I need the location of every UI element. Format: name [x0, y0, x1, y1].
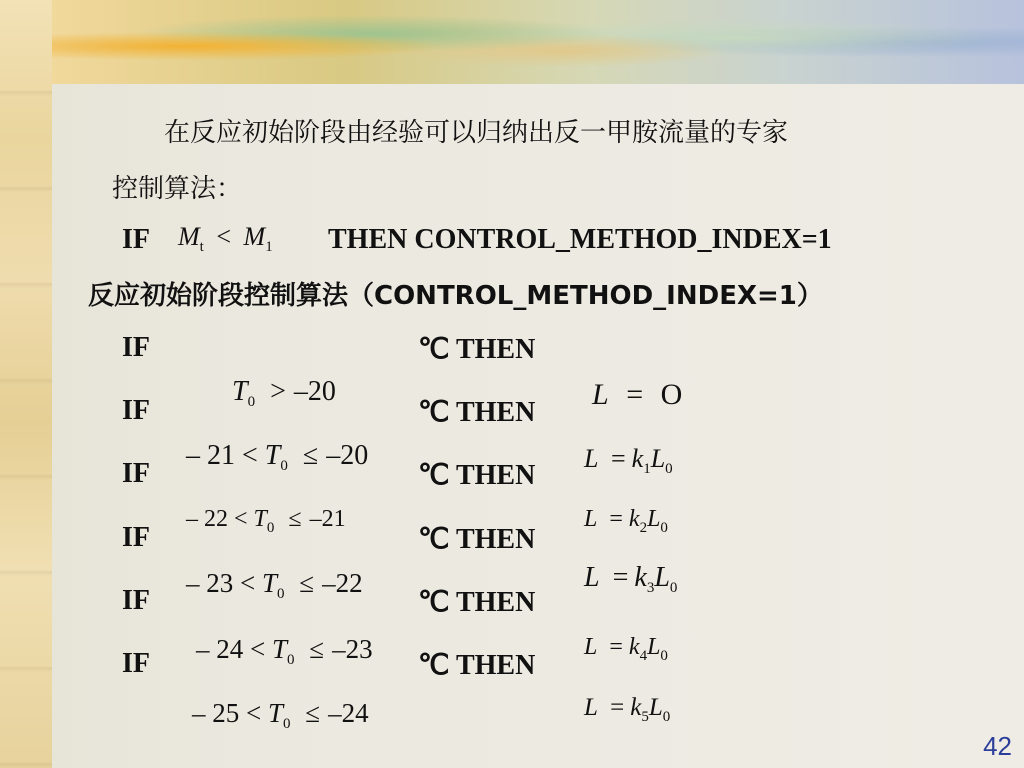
- out3-rsub: 0: [660, 520, 668, 536]
- out4-eq: =: [612, 562, 629, 593]
- out1-rhs: O: [660, 378, 683, 411]
- condition-2: [186, 440, 368, 472]
- cond5-sub: 0: [287, 652, 295, 668]
- output-3: [584, 506, 668, 536]
- left-decorative-strip: [0, 0, 52, 768]
- output-4: [584, 562, 677, 594]
- intro-line-1: 在反应初始阶段由经验可以归纳出反一甲胺流量的专家: [164, 118, 789, 148]
- condition-5: [196, 634, 373, 668]
- cond6-pre: – 25 <: [192, 698, 262, 728]
- out4-k: k: [634, 562, 647, 593]
- out4-ksub: 3: [646, 580, 655, 596]
- rule-then-4: ℃ THEN: [418, 524, 536, 555]
- rule-if-condition: [178, 222, 273, 255]
- cond2-op: ≤: [302, 440, 319, 471]
- out6-rhs: L: [648, 694, 663, 721]
- out5-ksub: 4: [639, 648, 648, 664]
- out2-eq: =: [610, 444, 626, 473]
- condition-1: [232, 376, 336, 408]
- rule-if-6: IF: [122, 648, 150, 679]
- rule-if-5: IF: [122, 585, 150, 616]
- intro-line-2: 控制算法：: [112, 174, 243, 204]
- cond5-pre: – 24 <: [196, 634, 266, 664]
- out6-lhs: L: [584, 694, 598, 721]
- out5-rhs: L: [647, 634, 661, 660]
- cond-sub-left: t: [199, 239, 204, 255]
- out2-lhs: L: [584, 444, 599, 473]
- rule-then-1: ℃ THEN: [418, 334, 536, 365]
- cond6-var: T: [267, 698, 284, 728]
- cond5-val: –23: [332, 634, 373, 664]
- out2-ksub: 1: [643, 461, 651, 477]
- out3-rhs: L: [647, 506, 661, 532]
- rule-then-2: ℃ THEN: [418, 397, 536, 428]
- rule-then-6: ℃ THEN: [418, 650, 536, 681]
- page-number: 42: [983, 731, 1012, 761]
- cond-var-left: M: [178, 222, 200, 251]
- cond1-op: >: [270, 376, 286, 407]
- cond-op: <: [216, 222, 232, 251]
- cond6-sub: 0: [283, 716, 291, 732]
- cond3-var: T: [253, 506, 267, 532]
- section-title: 反应初始阶段控制算法（CONTROL_METHOD_INDEX=1）: [88, 281, 823, 311]
- out3-lhs: L: [584, 506, 598, 532]
- cond4-pre: – 23 <: [186, 568, 256, 598]
- cond4-val: –22: [322, 568, 363, 598]
- out4-lhs: L: [584, 562, 600, 593]
- cond4-var: T: [261, 568, 278, 598]
- cond2-sub: 0: [280, 458, 288, 474]
- out2-k: k: [631, 444, 644, 473]
- output-1: [592, 378, 682, 412]
- cond5-var: T: [271, 634, 288, 664]
- out2-rsub: 0: [665, 461, 673, 477]
- output-5: [584, 634, 668, 664]
- cond2-pre: – 21 <: [186, 440, 258, 471]
- output-6: [584, 694, 671, 725]
- cond2-val: –20: [326, 440, 369, 471]
- cond6-val: –24: [328, 698, 369, 728]
- out5-eq: =: [609, 634, 623, 660]
- cond4-sub: 0: [277, 586, 285, 602]
- rule-if-label: IF: [122, 224, 150, 255]
- condition-3: [186, 506, 346, 536]
- cond3-sub: 0: [266, 520, 275, 536]
- cond5-op: ≤: [309, 634, 325, 664]
- output-2: [584, 444, 673, 477]
- out6-k: k: [630, 694, 642, 721]
- out5-lhs: L: [584, 634, 598, 660]
- out5-k: k: [628, 634, 640, 660]
- rule-if-2: IF: [122, 395, 150, 426]
- out2-rhs: L: [650, 444, 666, 473]
- top-decorative-banner: [52, 0, 1024, 84]
- cond6-op: ≤: [305, 698, 321, 728]
- out3-ksub: 2: [639, 520, 648, 536]
- out4-rsub: 0: [669, 580, 678, 596]
- rule-if-3: IF: [122, 458, 150, 489]
- rule-if-4: IF: [122, 522, 150, 553]
- condition-6: [192, 698, 369, 732]
- cond1-var: T: [232, 376, 248, 407]
- out1-lhs: L: [592, 378, 609, 411]
- rule-if-1: IF: [122, 332, 150, 363]
- out6-rsub: 0: [662, 709, 671, 725]
- cond-sub-right: 1: [265, 239, 273, 255]
- out1-eq: =: [626, 378, 644, 411]
- cond-var-right: M: [243, 222, 266, 251]
- out5-rsub: 0: [660, 648, 668, 664]
- out3-eq: =: [609, 506, 623, 532]
- cond3-val: –21: [309, 506, 346, 532]
- cond3-op: ≤: [288, 506, 302, 532]
- cond1-val: –20: [293, 376, 336, 407]
- out4-rhs: L: [654, 562, 670, 593]
- rule-then-5: ℃ THEN: [418, 587, 536, 618]
- cond1-sub: 0: [247, 394, 256, 410]
- out3-k: k: [628, 506, 640, 532]
- rule-then-3: ℃ THEN: [418, 460, 536, 491]
- rule-if-then: THEN CONTROL_METHOD_INDEX=1: [328, 224, 832, 255]
- cond2-var: T: [264, 440, 281, 471]
- condition-4: [186, 568, 363, 602]
- cond4-op: ≤: [299, 568, 315, 598]
- out6-eq: =: [610, 694, 625, 721]
- cond3-pre: – 22 <: [186, 506, 248, 532]
- out6-ksub: 5: [641, 709, 649, 725]
